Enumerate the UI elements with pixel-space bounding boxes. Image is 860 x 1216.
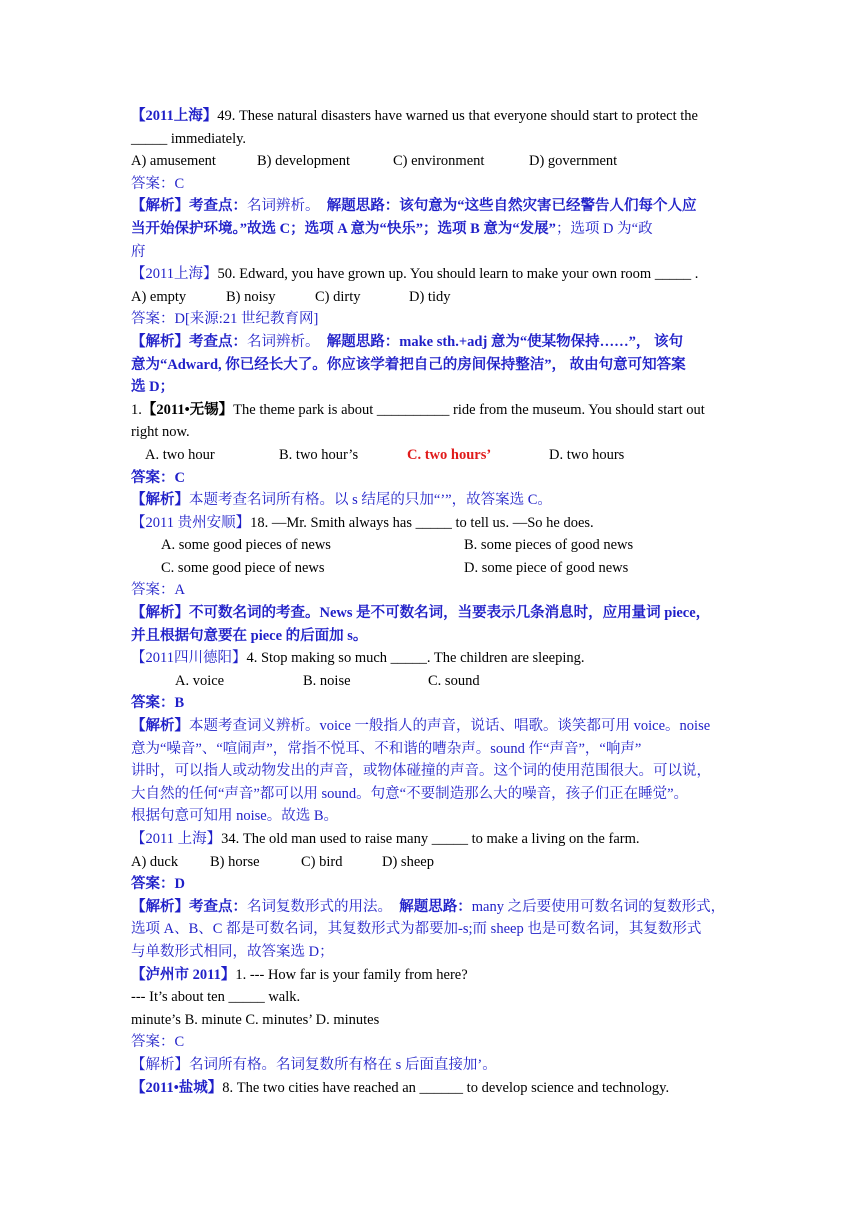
q49-option-a: A) amusement: [131, 153, 216, 170]
document-page: [131, 105, 732, 1099]
yancheng-stem: 【2011•盐城】8. The two cities have reached an ______ to develop science and technology.: [131, 1079, 670, 1096]
q49-option-b: B) development: [257, 153, 351, 170]
wuxi-source-tag: 【2011•无锡】: [141, 401, 234, 418]
anshun-options-row1: [131, 534, 732, 557]
q34-options: [131, 851, 732, 874]
luzhou-source-tag: 【泸州市 2011】: [131, 966, 236, 983]
anshun-option-d: D. some piece of good news: [464, 559, 629, 576]
q50-analysis-line2: 意为“Adward, 你已经长大了。你应该学着把自己的房间保持整洁”， 故由句意可知答案: [131, 356, 686, 373]
wuxi-option-d: D. two hours: [549, 446, 625, 463]
wuxi-stem-line1: 1.【2011•无锡】The theme park is about __________ ride from the museum. You should start out: [131, 401, 705, 418]
q34-stem: 【2011 上海】34. The old man used to raise many _____ to make a living on the farm.: [131, 831, 640, 847]
wuxi-option-c: C. two hours’: [407, 446, 492, 463]
anshun-answer: 答案：A: [131, 582, 185, 599]
wuxi-option-b: B. two hour’s: [279, 446, 359, 463]
deyang-option-a: A. voice: [175, 672, 225, 689]
deyang-answer: 答案：B: [131, 695, 185, 712]
luzhou-options: minute’s B. minute C. minutes’ D. minutes: [131, 1011, 380, 1028]
q50-option-c: C) dirty: [315, 288, 361, 305]
q50-source-tag: 【2011上海】: [131, 266, 218, 283]
wuxi-option-a: A. two hour: [145, 446, 215, 463]
q34-option-b: B) horse: [210, 853, 260, 870]
anshun-stem: 【2011 贵州安顺】18. —Mr. Smith always has _____ to tell us. —So he does.: [131, 514, 594, 531]
q50-analysis-line1: 【解析】考查点：名词辨析。 解题思路：make sth.+adj 意为“使某物保持……”， 该句: [131, 333, 684, 350]
q49-analysis-line3: 府: [131, 243, 146, 260]
deyang-analysis-line5: 根据句意可知用 noise。故选 B。: [131, 808, 339, 825]
q50-analysis-line3: 选 D；: [131, 379, 175, 396]
deyang-analysis-line3: 讲时，可以指人或动物发出的声音，或物体碰撞的声音。这个词的使用范围很大。可以说，: [131, 763, 711, 780]
anshun-analysis-line2: 并且根据句意要在 piece 的后面加 s。: [131, 627, 368, 644]
wuxi-stem-line2: right now.: [131, 424, 190, 441]
q49-stem-line2: _____ immediately.: [131, 130, 247, 147]
anshun-analysis-line1: 【解析】不可数名词的考查。News 是不可数名词，当要表示几条消息时，应用量词 piece，: [131, 605, 711, 622]
deyang-source-tag: 【2011四川德阳】: [131, 650, 247, 667]
deyang-option-b: B. noise: [303, 672, 351, 689]
q49-option-c: C) environment: [393, 153, 485, 170]
deyang-analysis-line1: 【解析】本题考查词义辨析。voice 一般指人的声音，说话、唱歌。谈笑都可用 voice。noise: [131, 718, 711, 735]
q50-stem-line1: 【2011上海】50. Edward, you have grown up. You should learn to make your own room _____ .: [131, 266, 699, 283]
q49-answer: 答案：C: [131, 175, 185, 192]
wuxi-answer: 答案：C: [131, 469, 185, 486]
q34-option-c: C) bird: [301, 853, 343, 870]
anshun-option-a: A. some good pieces of news: [161, 537, 331, 554]
anshun-option-c: C. some good piece of news: [161, 559, 325, 576]
q50-option-d: D) tidy: [409, 288, 451, 305]
q34-analysis-line1: 【解析】考查点：名词复数形式的用法。 解题思路：many 之后要使用可数名词的复数形式，: [131, 898, 726, 915]
deyang-option-c: C. sound: [428, 672, 480, 689]
q50-options: [131, 286, 732, 309]
deyang-stem: 【2011四川德阳】4. Stop making so much _____. The children are sleeping.: [131, 650, 585, 667]
luzhou-analysis: 【解析】名词所有格。名词复数所有格在 s 后面直接加’。: [131, 1056, 497, 1073]
q34-analysis-line2: 选项 A、B、C 都是可数名词，其复数形式为都要加-s;而 sheep 也是可数名词，其复数形式: [131, 921, 702, 938]
deyang-analysis-line4: 大自然的任何“声音”都可以用 sound。句意“不要制造那么大的噪音，孩子们正在睡觉”。: [131, 785, 689, 802]
q49-analysis-line2: 当开始保护环境。”故选 C；选项 A 意为“快乐”；选项 B 意为“发展”；选项 D 为“政: [131, 220, 653, 237]
q34-option-d: D) sheep: [382, 853, 434, 870]
q34-answer: 答案：D: [131, 876, 185, 893]
q50-option-b: B) noisy: [226, 288, 276, 305]
q50-answer: 答案：D[来源:21 世纪教育网]: [131, 311, 319, 328]
q49-stem-line1: 【2011上海】49. These natural disasters have warned us that everyone should start to protect the: [131, 108, 698, 124]
anshun-option-b: B. some pieces of good news: [464, 537, 634, 554]
luzhou-stem-line1: 【泸州市 2011】1. --- How far is your family from here?: [131, 966, 468, 983]
anshun-source-tag: 【2011 贵州安顺】: [131, 514, 251, 531]
q49-options: [131, 150, 732, 173]
wuxi-options: [131, 444, 732, 467]
q34-option-a: A) duck: [131, 853, 179, 870]
q49-analysis-line1: 【解析】考查点：名词辨析。 解题思路：该句意为“这些自然灾害已经警告人们每个人应: [131, 198, 697, 215]
q34-source-tag: 【2011 上海】: [131, 831, 222, 847]
q49-option-d: D) government: [529, 153, 618, 170]
q49-source-tag: 【2011上海】: [131, 108, 218, 124]
q34-analysis-line3: 与单数形式相同，故答案选 D；: [131, 943, 334, 960]
luzhou-stem-line2: --- It’s about ten _____ walk.: [131, 989, 301, 1006]
deyang-analysis-line2: 意为“噪音”、“喧闹声”，常指不悦耳、不和谐的嘈杂声。sound 作“声音”，“响声”: [131, 740, 642, 757]
q50-option-a: A) empty: [131, 288, 187, 305]
luzhou-answer: 答案：C: [131, 1034, 185, 1051]
anshun-options-row2: [131, 557, 732, 580]
yancheng-source-tag: 【2011•盐城】: [131, 1079, 223, 1096]
deyang-options: [131, 670, 732, 693]
wuxi-analysis: 【解析】本题考查名词所有格。以 s 结尾的只加“’”，故答案选 C。: [131, 492, 552, 509]
